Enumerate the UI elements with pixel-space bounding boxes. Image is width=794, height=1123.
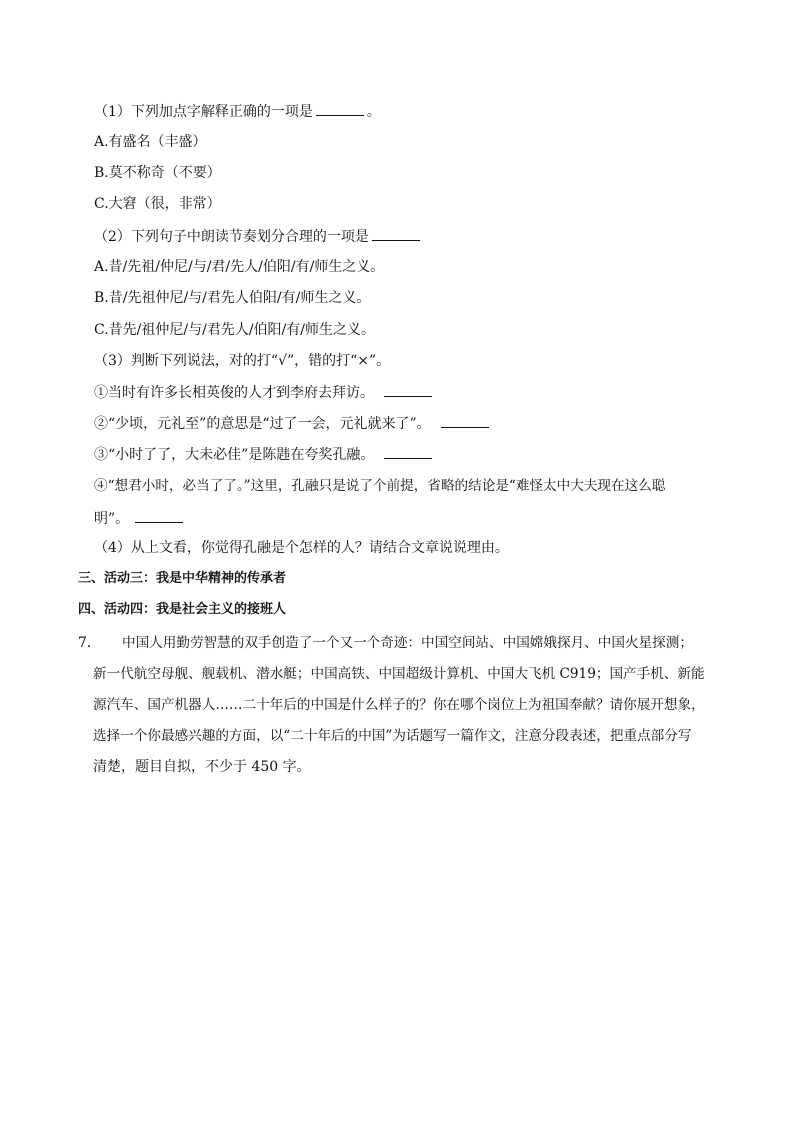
answer-blank-1[interactable]	[316, 101, 364, 116]
question-7-line-4: 选择一个你最感兴趣的方面，以“二十年后的中国”为话题写一篇作文，注意分段表述，把重点部分写	[93, 728, 692, 744]
answer-blank-3-4[interactable]	[135, 508, 183, 523]
question-1-option-c: C.大窘（很，非常）	[94, 196, 221, 212]
question-1-option-b: B.莫不称奇（不要）	[94, 165, 221, 181]
question-4-prompt: （4）从上文看，你觉得孔融是个怎样的人？请结合文章说说理由。	[94, 540, 509, 556]
question-7-number: 7．	[78, 635, 101, 651]
question-3-item-2	[94, 413, 492, 434]
question-3-item-3	[94, 444, 435, 465]
question-7-line-3: 源汽车、国产机器人……二十年后的中国是什么样子的？你在哪个岗位上为祖国奉献？请你展开想象，	[93, 697, 705, 713]
question-1-text: （1）下列加点字解释正确的一项是	[94, 104, 313, 120]
question-3-item-1-text: ①当时有许多长相英俊的人才到李府去拜访。	[94, 385, 374, 401]
question-3-item-4: ④“想君小时，必当了了。”这里，孔融只是说了个前提，省略的结论是“难怪太中大夫现在这么聪	[94, 478, 666, 494]
question-1-prompt	[94, 101, 381, 122]
answer-blank-3-1[interactable]	[384, 382, 432, 397]
question-3-prompt: （3）判断下列说法，对的打“√”，错的打“×”。	[94, 353, 391, 369]
section-3-heading: 三、活动三：我是中华精神的传承者	[78, 571, 287, 586]
question-1-end: 。	[366, 104, 381, 120]
question-7-line-2: 新一代航空母舰、舰载机、潜水艇；中国高铁、中国超级计算机、中国大飞机 C919；国产手机、新能	[93, 666, 705, 682]
answer-blank-3-2[interactable]	[441, 413, 489, 428]
answer-blank-3-3[interactable]	[384, 444, 432, 459]
question-3-item-2-text: ②“少顷，元礼至”的意思是“过了一会，元礼就来了”。	[94, 416, 431, 432]
question-3-item-1	[94, 382, 435, 403]
question-7-line-5: 清楚，题目自拟，不少于 450 字。	[93, 759, 311, 775]
section-4-heading: 四、活动四：我是社会主义的接班人	[78, 602, 287, 617]
question-2-prompt	[94, 226, 423, 247]
question-3-item-4-cont	[94, 508, 186, 529]
question-2-option-b: B.昔/先祖仲尼/与/君先人伯阳/有/师生之义。	[94, 290, 371, 306]
question-3-item-4-cont-text: 明”。	[94, 511, 130, 527]
question-1-option-a: A.有盛名（丰盛）	[94, 134, 207, 150]
question-2-option-a: A.昔/先祖/仲尼/与/君/先人/伯阳/有/师生之义。	[94, 259, 385, 275]
answer-blank-2[interactable]	[372, 226, 420, 241]
question-7-line-1: 中国人用勤劳智慧的双手创造了一个又一个奇迹：中国空间站、中国嫦娥探月、中国火星探测；	[122, 635, 693, 651]
question-3-item-3-text: ③“小时了了，大未必佳”是陈韪在夸奖孔融。	[94, 447, 375, 463]
question-2-option-c: C.昔先/祖仲尼/与/君先人/伯阳/有/师生之义。	[94, 322, 375, 338]
question-2-text: （2）下列句子中朗读节奏划分合理的一项是	[94, 229, 369, 245]
